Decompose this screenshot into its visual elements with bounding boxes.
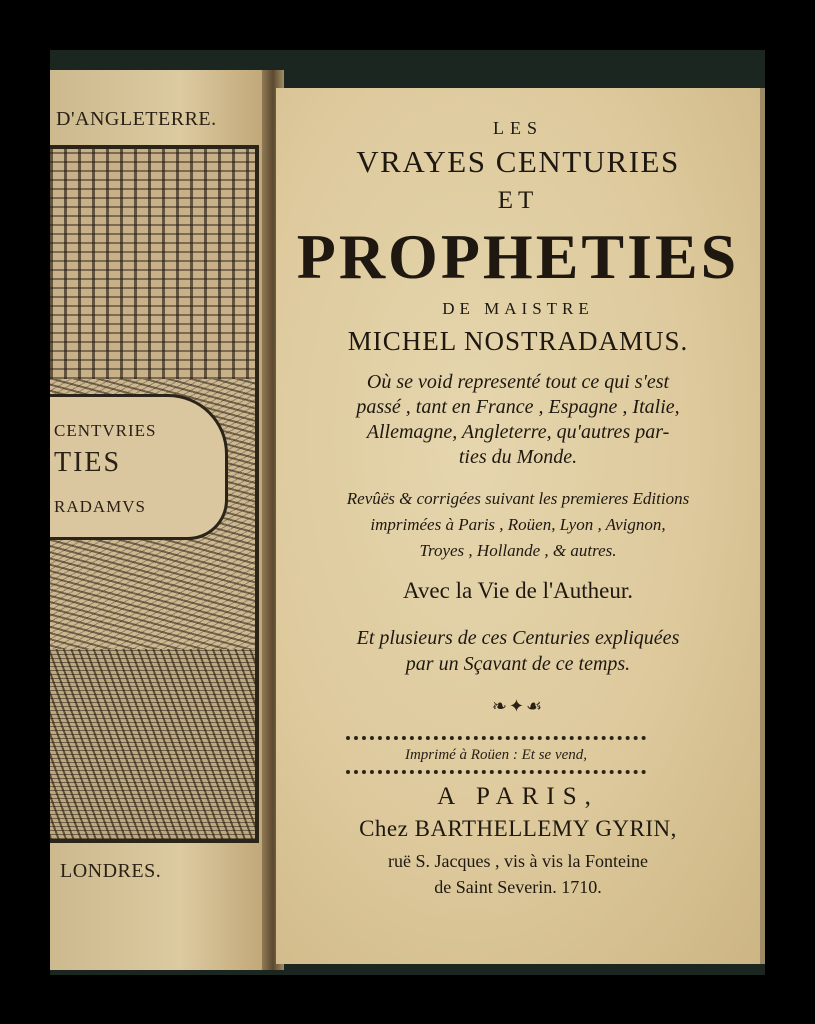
description-block: [276, 370, 760, 470]
title-les: LES: [492, 118, 543, 138]
frontispiece-engraving: [50, 145, 259, 843]
printer-name: Chez BARTHELLEMY GYRIN,: [359, 816, 677, 841]
title-de-maistre: DE MAISTRE: [442, 299, 594, 318]
description-line: passé , tant en France , Espagne , Italie,: [356, 396, 680, 418]
description-line: Où se void representé tout ce qui s'est: [366, 371, 670, 393]
description-line: Allemagne, Angleterre, qu'autres par-: [366, 421, 670, 443]
revues-line: Revûës & corrigées suivant les premieres Editions: [346, 489, 690, 508]
imprint-box: [346, 736, 646, 774]
book-photo: [50, 50, 765, 975]
revues-line: Troyes , Hollande , & autres.: [419, 541, 617, 560]
avec-la-vie: Avec la Vie de l'Autheur.: [403, 578, 633, 603]
title-vrayes-centuries: VRAYES CENTURIES: [356, 144, 680, 179]
engraving-scene-top: [50, 149, 255, 379]
printers-ornament-icon: ❧✦☙: [491, 696, 545, 717]
imprint-place: A PARIS,: [437, 783, 599, 810]
revues-block: [276, 486, 760, 564]
expliquees-line: Et plusieurs de ces Centuries expliquées: [356, 627, 680, 649]
engraving-text-3: RADAMVS: [54, 497, 147, 516]
printer-address-2: de Saint Severin. 1710.: [434, 877, 602, 897]
title-author: MICHEL NOSTRADAMUS.: [347, 326, 689, 356]
engraving-text-2: TIES: [54, 447, 122, 478]
expliquees-block: [276, 625, 760, 677]
engraving-townscape: [50, 649, 255, 839]
description-line: ties du Monde.: [458, 446, 578, 468]
frontispiece-header: D'ANGLETERRE.: [56, 108, 217, 130]
revues-line: imprimées à Paris , Roüen, Lyon , Avignon,: [370, 515, 666, 534]
expliquees-line: par un Sçavant de ce temps.: [405, 653, 631, 675]
engraving-text-1: CENTVRIES: [54, 421, 157, 440]
title-page: [276, 88, 760, 964]
imprint-text: Imprimé à Roüen : Et se vend,: [404, 746, 588, 763]
title-et: ET: [497, 187, 539, 214]
frontispiece-footer: LONDRES.: [60, 860, 162, 882]
title-propheties: PROPHETIES: [296, 221, 740, 292]
frontispiece-page: [50, 70, 268, 970]
printer-address-1: ruë S. Jacques , vis à vis la Fonteine: [388, 851, 648, 871]
